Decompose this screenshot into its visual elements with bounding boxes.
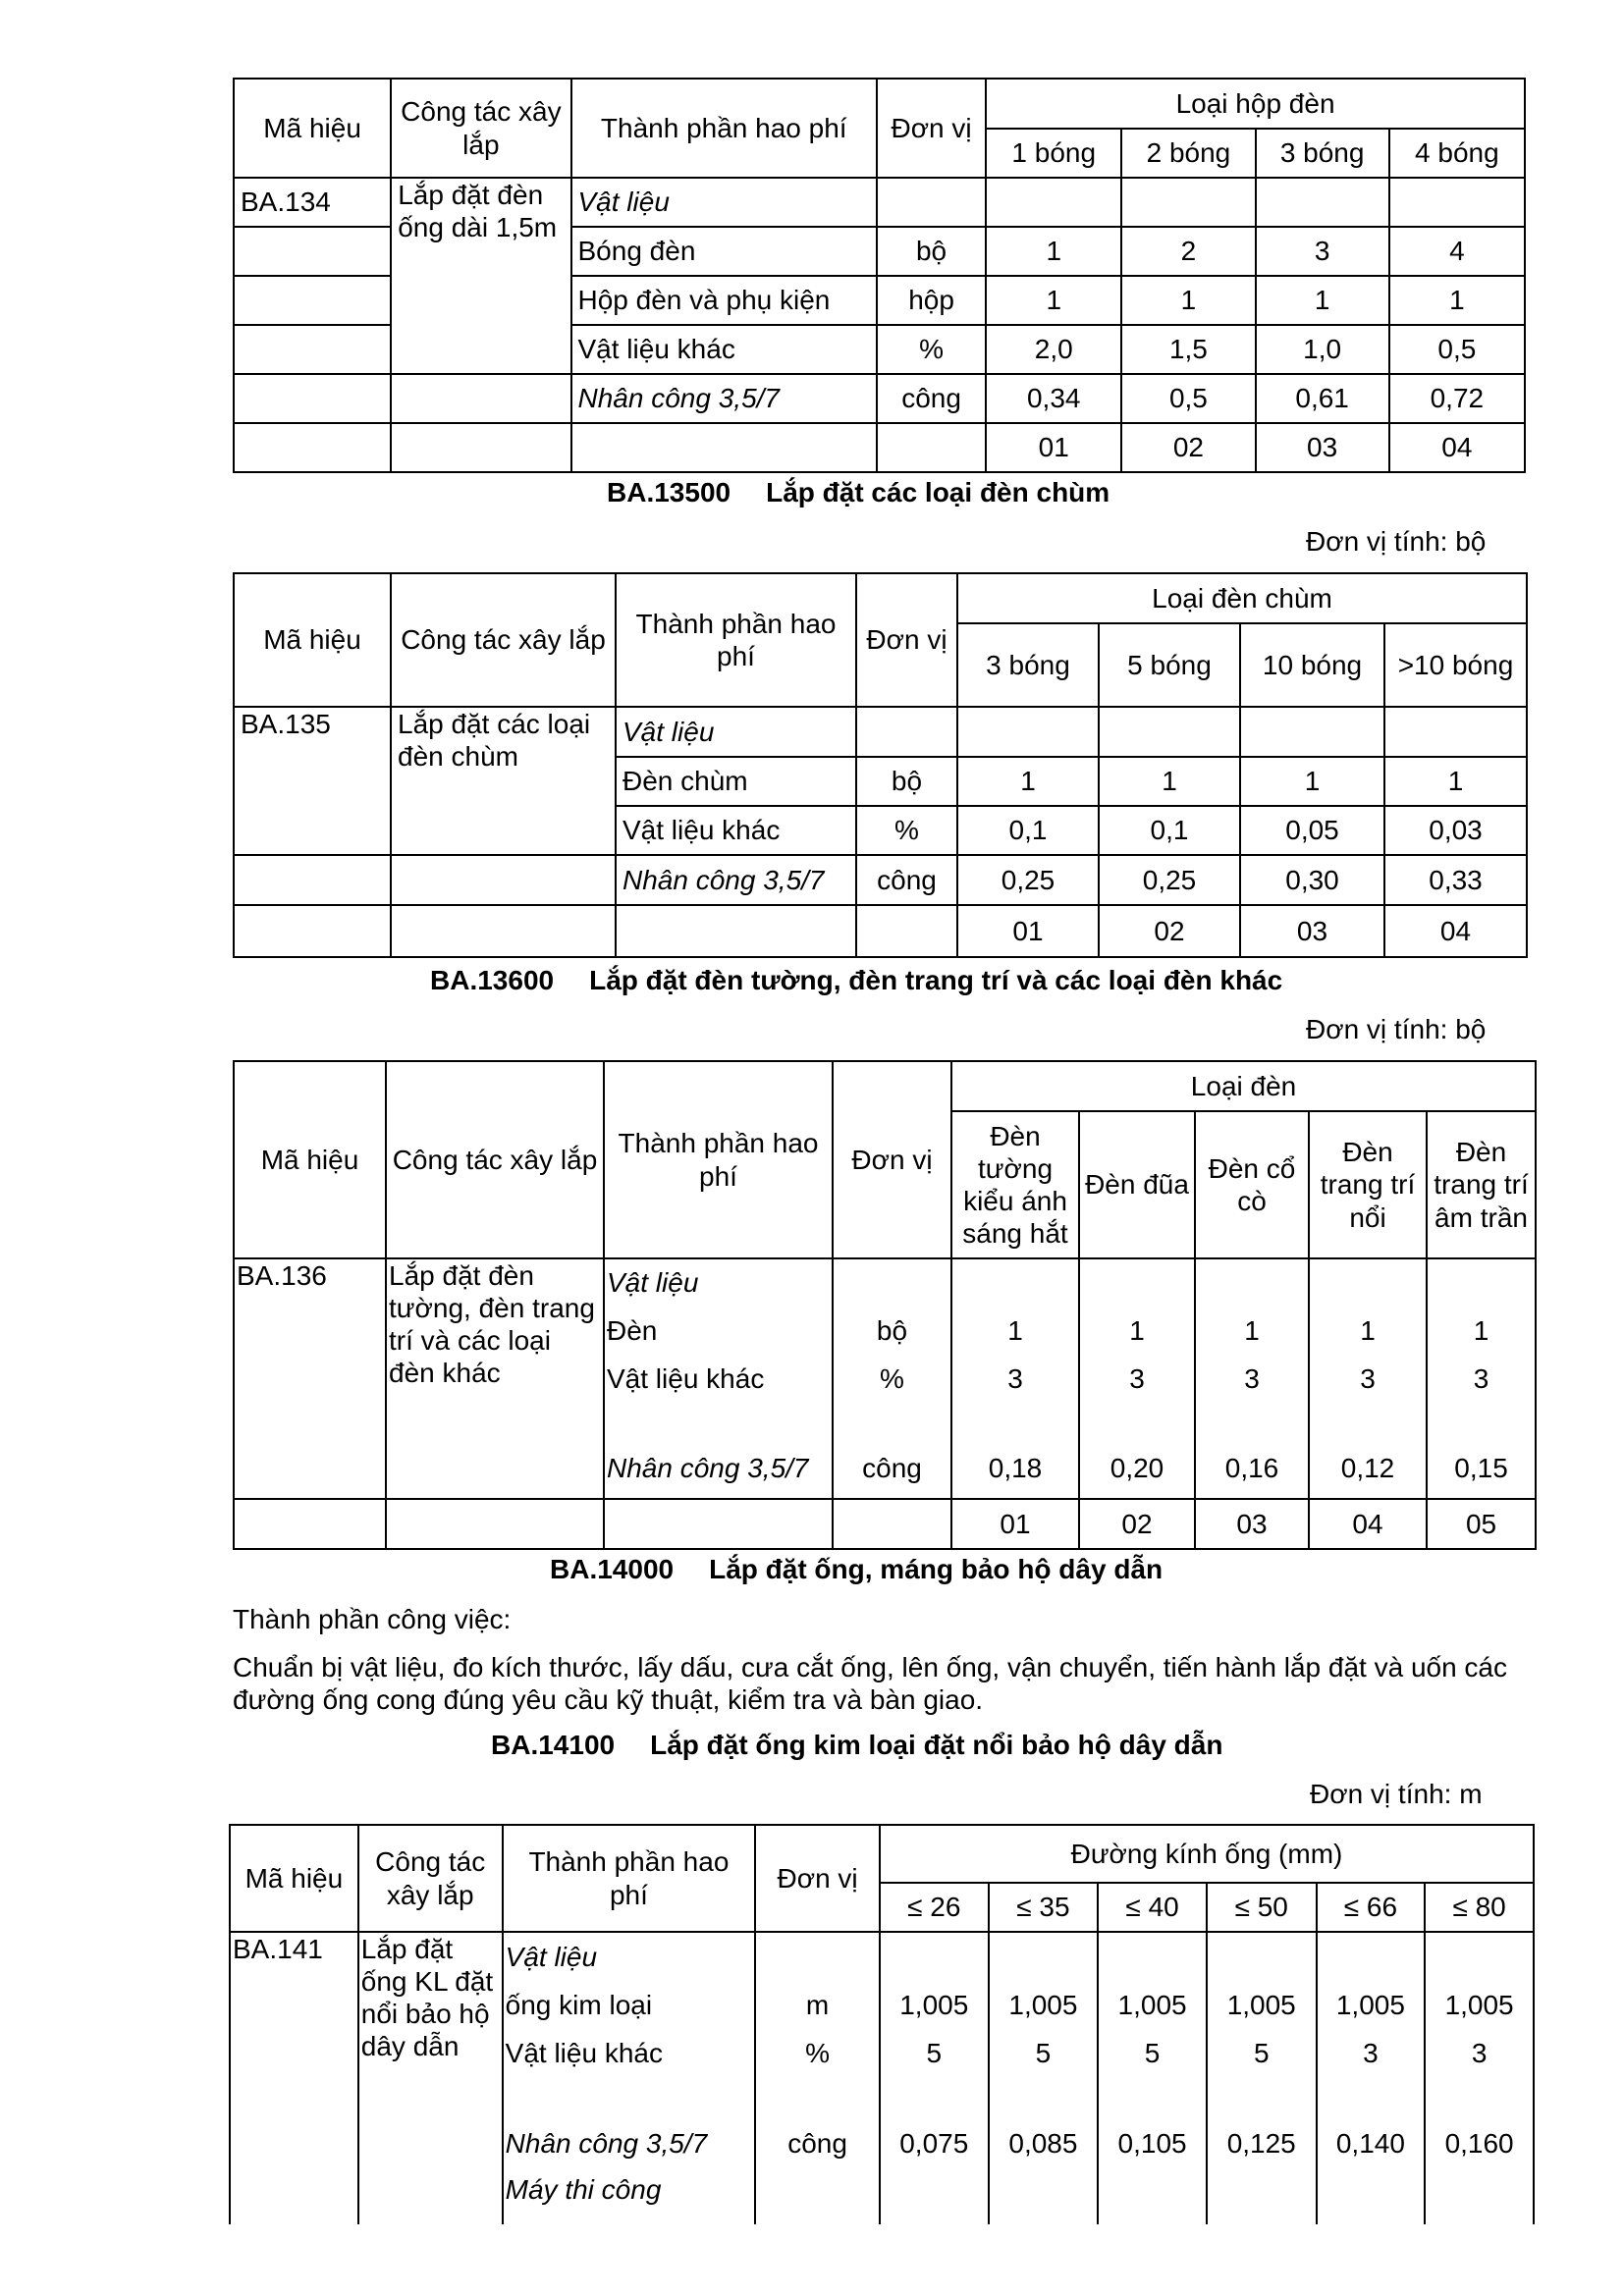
value-cell: 1,005 (1098, 1981, 1207, 2029)
value-cell (989, 2173, 1099, 2224)
suffix-cell: 04 (1384, 905, 1527, 957)
value-cell: 1 (1389, 276, 1525, 325)
value-cell: 3 (1195, 1355, 1309, 1403)
value-cell (1389, 178, 1525, 227)
code-cell (234, 855, 391, 905)
unit-cell: % (755, 2029, 880, 2077)
unit-note: Đơn vị tính: bộ (1306, 1014, 1487, 1044)
value-cell (1121, 178, 1255, 227)
value-cell: 0,05 (1240, 806, 1384, 855)
value-cell: 0,15 (1427, 1403, 1536, 1499)
unit-cell (856, 707, 957, 757)
unit-cell (833, 1258, 951, 1307)
component-cell: Bóng đèn (571, 227, 877, 276)
value-cell: 1 (957, 757, 1099, 806)
value-cell: 0,34 (986, 374, 1121, 423)
section-heading (607, 477, 1110, 508)
component-cell: Vật liệu khác (604, 1355, 833, 1403)
work-cell: Lắp đặt đèn tường, đèn trang trí và các loại đèn khác (386, 1258, 604, 1499)
component-cell: ống kim loại (503, 1981, 756, 2029)
value-cell: 0,140 (1317, 2077, 1426, 2173)
value-cell: 0,5 (1121, 374, 1255, 423)
table-ba134 (233, 78, 1526, 473)
empty-cell (391, 423, 570, 472)
table-row (234, 1258, 1536, 1307)
unit-cell (877, 178, 986, 227)
table-row (234, 855, 1527, 905)
header-col: 10 bóng (1240, 623, 1384, 707)
unit-cell: công (877, 374, 986, 423)
empty-cell (234, 905, 391, 957)
header-col: 3 bóng (957, 623, 1099, 707)
table-row (230, 1932, 1534, 1981)
suffix-cell: 01 (951, 1499, 1079, 1549)
header-col: ≤ 26 (880, 1883, 989, 1932)
value-cell (1317, 2173, 1426, 2224)
component-cell: Nhân công 3,5/7 (616, 855, 856, 905)
header-unit: Đơn vị (877, 79, 986, 178)
header-col: ≤ 40 (1098, 1883, 1207, 1932)
header-work: Công tác xây lắp (391, 573, 616, 707)
value-cell (1098, 2173, 1207, 2224)
component-cell: Vật liệu khác (503, 2029, 756, 2077)
value-cell (1256, 178, 1389, 227)
value-cell: 3 (1309, 1355, 1427, 1403)
unit-cell: bộ (877, 227, 986, 276)
value-cell: 5 (1207, 2029, 1317, 2077)
header-unit: Đơn vị (856, 573, 957, 707)
section-title: Lắp đặt đèn tường, đèn trang trí và các loại đèn khác (589, 965, 1283, 995)
value-cell (1207, 2173, 1317, 2224)
value-cell: 1,005 (1207, 1981, 1317, 2029)
header-col: >10 bóng (1384, 623, 1527, 707)
header-col: 4 bóng (1389, 129, 1525, 178)
header-component: Thành phần hao phí (616, 573, 856, 707)
empty-cell (571, 423, 877, 472)
value-cell: 1,005 (1425, 1981, 1534, 2029)
component-cell: Vật liệu khác (616, 806, 856, 855)
value-cell (957, 707, 1099, 757)
header-col: 3 bóng (1256, 129, 1389, 178)
component-cell: Vật liệu (604, 1258, 833, 1307)
section-code: BA.13600 (430, 965, 555, 995)
header-col: Đèn trang trí nổi (1309, 1111, 1427, 1258)
component-cell: Đèn (604, 1307, 833, 1355)
header-work: Công tác xây lắp (358, 1825, 503, 1932)
header-col: 5 bóng (1099, 623, 1240, 707)
value-cell: 1 (986, 227, 1121, 276)
header-code: Mã hiệu (230, 1825, 358, 1932)
value-cell: 1,0 (1256, 325, 1389, 374)
empty-cell (391, 905, 616, 957)
empty-cell (234, 423, 391, 472)
suffix-cell: 01 (986, 423, 1121, 472)
header-component: Thành phần hao phí (604, 1061, 833, 1258)
header-code: Mã hiệu (234, 79, 391, 178)
table-row (234, 178, 1525, 227)
code-cell: BA.134 (234, 178, 391, 227)
value-cell: 0,085 (989, 2077, 1099, 2173)
value-cell: 0,25 (1099, 855, 1240, 905)
unit-cell: % (856, 806, 957, 855)
work-cell (391, 374, 570, 423)
header-col: ≤ 50 (1207, 1883, 1317, 1932)
empty-cell (386, 1499, 604, 1549)
value-cell: 3 (1427, 1355, 1536, 1403)
header-col: Đèn tường kiểu ánh sáng hắt (951, 1111, 1079, 1258)
suffix-cell: 02 (1121, 423, 1255, 472)
value-cell (1384, 707, 1527, 757)
value-cell: 0,125 (1207, 2077, 1317, 2173)
value-cell: 1,5 (1121, 325, 1255, 374)
value-cell (951, 1258, 1079, 1307)
value-cell: 0,72 (1389, 374, 1525, 423)
value-cell: 1 (1309, 1307, 1427, 1355)
value-cell: 0,20 (1079, 1403, 1195, 1499)
section-heading (430, 965, 1282, 996)
value-cell: 0,33 (1384, 855, 1527, 905)
value-cell: 3 (1256, 227, 1389, 276)
work-description: Chuẩn bị vật liệu, đo kích thước, lấy dấu, cưa cắt ống, lên ống, vận chuyển, tiến hành lắp đặt và uốn các đường ống cong đúng yêu cầu kỹ thuật, kiểm tra và bàn giao. (233, 1652, 1508, 1715)
code-cell (234, 227, 391, 276)
section-heading (491, 1730, 1222, 1761)
unit-cell: công (856, 855, 957, 905)
table-row (234, 374, 1525, 423)
value-cell: 0,16 (1195, 1403, 1309, 1499)
header-group: Đường kính ống (mm) (880, 1825, 1534, 1883)
table-ba136 (233, 1060, 1537, 1550)
value-cell (989, 1932, 1099, 1981)
value-cell: 0,160 (1425, 2077, 1534, 2173)
section-title: Lắp đặt các loại đèn chùm (766, 477, 1110, 507)
unit-cell (755, 1932, 880, 1981)
value-cell: 3 (951, 1355, 1079, 1403)
value-cell: 1,005 (1317, 1981, 1426, 2029)
value-cell: 5 (880, 2029, 989, 2077)
suffix-cell: 03 (1195, 1499, 1309, 1549)
empty-cell (604, 1499, 833, 1549)
value-cell: 2,0 (986, 325, 1121, 374)
work-cell (391, 855, 616, 905)
section-heading (550, 1554, 1163, 1585)
section-title: Lắp đặt ống kim loại đặt nổi bảo hộ dây dẫn (650, 1730, 1223, 1760)
suffix-cell: 05 (1427, 1499, 1536, 1549)
suffix-cell: 04 (1389, 423, 1525, 472)
component-cell: Vật liệu (503, 1932, 756, 1981)
suffix-row (234, 905, 1527, 957)
value-cell: 3 (1317, 2029, 1426, 2077)
value-cell: 1 (1240, 757, 1384, 806)
value-cell (1099, 707, 1240, 757)
value-cell: 0,12 (1309, 1403, 1427, 1499)
value-cell (1309, 1258, 1427, 1307)
header-col: 2 bóng (1121, 129, 1255, 178)
unit-cell: % (877, 325, 986, 374)
value-cell: 1 (1079, 1307, 1195, 1355)
component-cell: Vật liệu (571, 178, 877, 227)
value-cell: 1,005 (880, 1981, 989, 2029)
suffix-cell: 02 (1079, 1499, 1195, 1549)
suffix-cell: 04 (1309, 1499, 1427, 1549)
empty-cell (856, 905, 957, 957)
value-cell: 1 (1121, 276, 1255, 325)
header-col: ≤ 66 (1317, 1883, 1426, 1932)
header-unit: Đơn vị (833, 1061, 951, 1258)
header-work: Công tác xây lắp (386, 1061, 604, 1258)
component-cell: Nhân công 3,5/7 (604, 1403, 833, 1499)
section-code: BA.13500 (607, 477, 731, 507)
suffix-cell: 03 (1256, 423, 1389, 472)
unit-cell: công (755, 2077, 880, 2173)
value-cell: 1 (1427, 1307, 1536, 1355)
code-cell: BA.135 (234, 707, 391, 855)
value-cell (986, 178, 1121, 227)
header-col: Đèn đũa (1079, 1111, 1195, 1258)
empty-cell (877, 423, 986, 472)
value-cell (1195, 1258, 1309, 1307)
unit-cell: bộ (856, 757, 957, 806)
unit-cell: m (755, 1981, 880, 2029)
value-cell (1425, 2173, 1534, 2224)
header-code: Mã hiệu (234, 573, 391, 707)
unit-cell: bộ (833, 1307, 951, 1355)
empty-cell (234, 1499, 386, 1549)
value-cell: 5 (989, 2029, 1099, 2077)
header-component: Thành phần hao phí (571, 79, 877, 178)
unit-cell: công (833, 1403, 951, 1499)
header-col: ≤ 80 (1425, 1883, 1534, 1932)
value-cell: 0,61 (1256, 374, 1389, 423)
code-cell: BA.136 (234, 1258, 386, 1499)
value-cell: 3 (1425, 2029, 1534, 2077)
value-cell: 1,005 (989, 1981, 1099, 2029)
header-col: Đèn cổ cò (1195, 1111, 1309, 1258)
value-cell: 0,075 (880, 2077, 989, 2173)
value-cell: 0,105 (1098, 2077, 1207, 2173)
unit-cell: % (833, 1355, 951, 1403)
value-cell: 5 (1098, 2029, 1207, 2077)
component-cell: Vật liệu khác (571, 325, 877, 374)
work-cell: Lắp đặt đèn ống dài 1,5m (391, 178, 570, 374)
section-code: BA.14000 (550, 1554, 675, 1584)
value-cell: 0,1 (957, 806, 1099, 855)
component-cell: Nhân công 3,5/7 (503, 2077, 756, 2173)
work-cell: Lắp đặt các loại đèn chùm (391, 707, 616, 855)
unit-note: Đơn vị tính: bộ (1306, 526, 1487, 557)
component-cell: Vật liệu (616, 707, 856, 757)
header-col: Đèn trang trí âm trần (1427, 1111, 1536, 1258)
value-cell: 1 (986, 276, 1121, 325)
section-code: BA.14100 (491, 1730, 616, 1760)
unit-cell (755, 2173, 880, 2224)
table-ba141 (229, 1824, 1535, 2224)
header-work: Công tác xây lắp (391, 79, 570, 178)
value-cell (1317, 1932, 1426, 1981)
unit-cell: hộp (877, 276, 986, 325)
empty-cell (616, 905, 856, 957)
value-cell: 0,25 (957, 855, 1099, 905)
value-cell: 2 (1121, 227, 1255, 276)
component-cell: Hộp đèn và phụ kiện (571, 276, 877, 325)
value-cell: 1 (951, 1307, 1079, 1355)
value-cell (1207, 1932, 1317, 1981)
value-cell (1240, 707, 1384, 757)
value-cell: 1 (1195, 1307, 1309, 1355)
value-cell (880, 2173, 989, 2224)
component-cell: Đèn chùm (616, 757, 856, 806)
value-cell: 0,1 (1099, 806, 1240, 855)
empty-cell (833, 1499, 951, 1549)
value-cell: 4 (1389, 227, 1525, 276)
value-cell: 0,5 (1389, 325, 1525, 374)
value-cell: 1 (1099, 757, 1240, 806)
suffix-row (234, 1499, 1536, 1549)
value-cell (1425, 1932, 1534, 1981)
table-row (234, 707, 1527, 757)
component-cell: Máy thi công (503, 2173, 756, 2224)
value-cell: 0,03 (1384, 806, 1527, 855)
value-cell: 1 (1384, 757, 1527, 806)
suffix-row (234, 423, 1525, 472)
value-cell (1427, 1258, 1536, 1307)
value-cell: 0,30 (1240, 855, 1384, 905)
suffix-cell: 01 (957, 905, 1099, 957)
header-col: ≤ 35 (989, 1883, 1099, 1932)
suffix-cell: 03 (1240, 905, 1384, 957)
value-cell: 3 (1079, 1355, 1195, 1403)
code-cell (234, 374, 391, 423)
value-cell (1079, 1258, 1195, 1307)
value-cell (880, 1932, 989, 1981)
code-cell (234, 276, 391, 325)
code-cell (234, 325, 391, 374)
value-cell: 1 (1256, 276, 1389, 325)
suffix-cell: 02 (1099, 905, 1240, 957)
work-label: Thành phần công việc: (233, 1604, 512, 1634)
section-title: Lắp đặt ống, máng bảo hộ dây dẫn (709, 1554, 1164, 1584)
value-cell: 0,18 (951, 1403, 1079, 1499)
component-cell: Nhân công 3,5/7 (571, 374, 877, 423)
table-ba135 (233, 572, 1528, 958)
header-group: Loại đèn (951, 1061, 1536, 1111)
header-group: Loại đèn chùm (957, 573, 1527, 623)
value-cell (1098, 1932, 1207, 1981)
work-cell: Lắp đặt ống KL đặt nổi bảo hộ dây dẫn (358, 1932, 503, 2224)
header-group: Loại hộp đèn (986, 79, 1525, 129)
unit-note: Đơn vị tính: m (1310, 1779, 1483, 1809)
header-unit: Đơn vị (755, 1825, 880, 1932)
header-component: Thành phần hao phí (503, 1825, 756, 1932)
header-col: 1 bóng (986, 129, 1121, 178)
header-code: Mã hiệu (234, 1061, 386, 1258)
code-cell: BA.141 (230, 1932, 358, 2224)
